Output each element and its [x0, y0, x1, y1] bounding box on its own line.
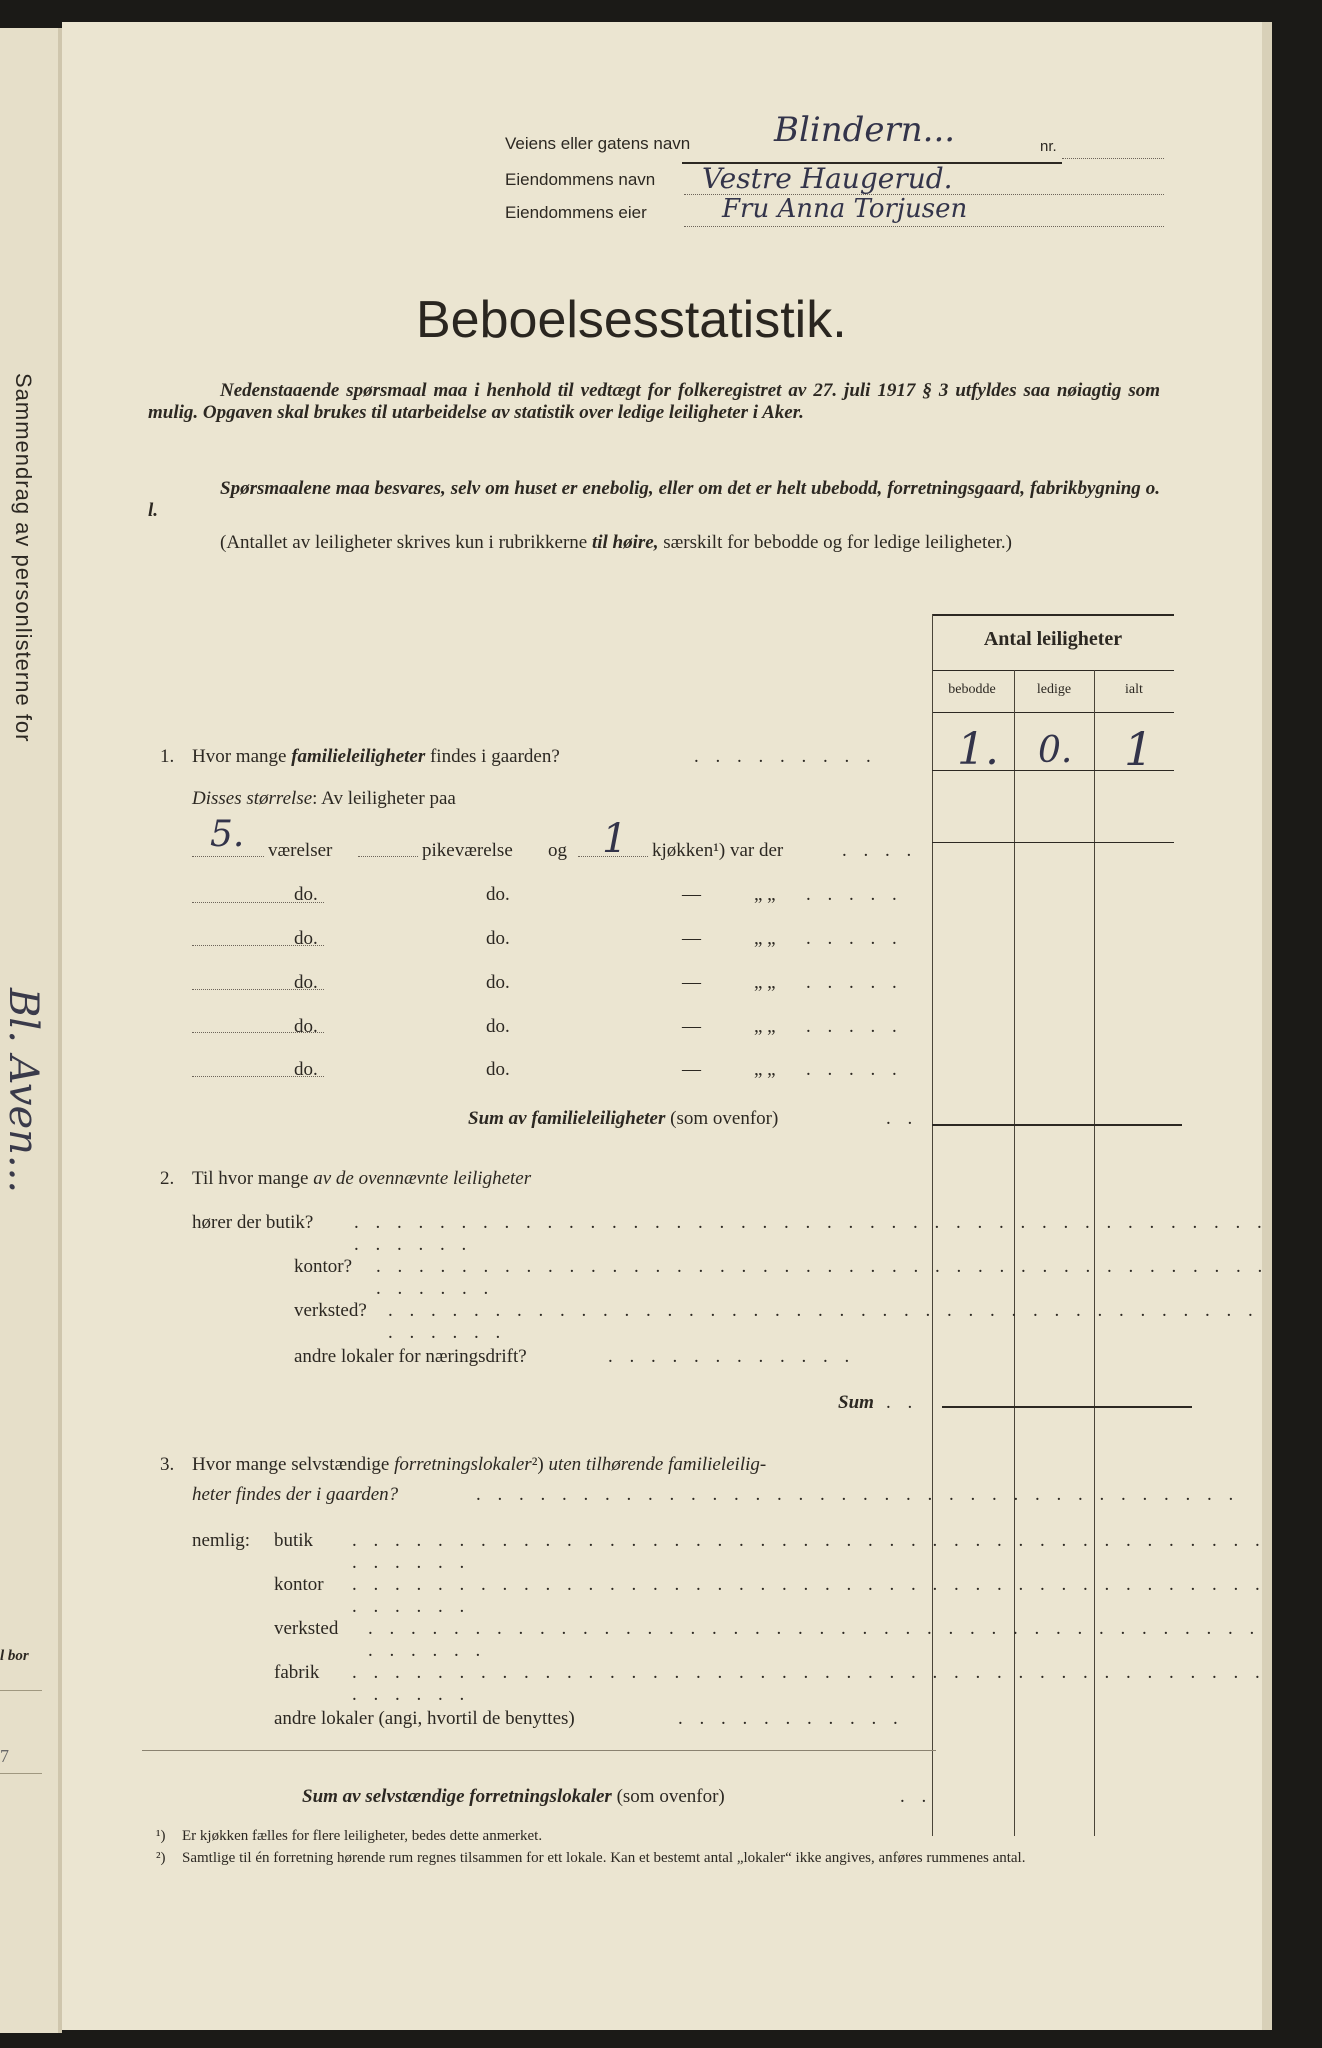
q1-bebodde-value: 1.	[957, 724, 999, 775]
rooms-label: værelser	[268, 840, 333, 861]
footnote-2-mark: ²)	[156, 1850, 166, 1866]
og-label: og	[548, 840, 567, 861]
q2-line-butik: hører der butik?	[192, 1212, 314, 1233]
do-row-2-col-1: do.	[294, 928, 318, 949]
row-dots: . . . . .	[806, 972, 903, 993]
row-dots: . .	[900, 1786, 933, 1807]
table-title-line	[932, 670, 1174, 671]
do-row-1-dash: —	[682, 884, 701, 905]
do-row-3-col-2: do.	[486, 972, 510, 993]
do-row-5-quote: „ „	[754, 1059, 776, 1080]
intro-paragraph-1	[148, 380, 1160, 424]
q3-line-kontor: kontor	[274, 1574, 324, 1595]
row-dots: . . . . . . . . . . . . . . . . . . . . . . . . . . . . . . . . . . . . . . . . . . . . . . . . .	[352, 1574, 1266, 1617]
do-row-1-col-1: do.	[294, 884, 318, 905]
q3-sum-a: Sum av selvstændige forretningslokaler	[302, 1786, 612, 1807]
do-row-5-col-1: do.	[294, 1059, 318, 1080]
page-title: Beboelsesstatistik.	[416, 291, 847, 349]
col-bebodde-header: bebodde	[948, 682, 996, 697]
q1-text-c: findes i gaarden?	[425, 746, 560, 767]
do-row-4-col-1: do.	[294, 1016, 318, 1037]
property-name-value: Vestre Haugerud.	[702, 162, 953, 195]
left-rule	[0, 1773, 42, 1774]
do-row-2-quote: „ „	[754, 928, 776, 949]
do-row-4-dash: —	[682, 1016, 701, 1037]
q3-line-andre: andre lokaler (angi, hvortil de benyttes)	[274, 1708, 575, 1729]
q3-question-line2: heter findes der i gaarden?	[192, 1484, 399, 1505]
do-row-4-quote: „ „	[754, 1016, 776, 1037]
do-row-3-col-1: do.	[294, 972, 318, 993]
table-row-line	[932, 842, 1174, 843]
q1-size-label-b: : Av leiligheter paa	[312, 788, 456, 809]
form-page	[62, 22, 1272, 2030]
q3-question-line1	[192, 1454, 766, 1476]
street-value: Blindern...	[774, 110, 956, 150]
do-row-1-quote: „ „	[754, 884, 776, 905]
row-dots: . . . . .	[806, 884, 903, 905]
q3-divider	[142, 1750, 936, 1751]
do-row-4-col-2: do.	[486, 1016, 510, 1037]
left-bor-text: l bor	[0, 1648, 29, 1664]
q2-text-b: av de ovennævnte leiligheter	[313, 1168, 532, 1189]
q1-text-b: familieleiligheter	[291, 746, 426, 767]
table-top-line	[932, 614, 1174, 616]
footnote-1-mark: ¹)	[156, 1828, 166, 1844]
row-dots: . . . . . . . . . . . . . . . . . . . . . . . . . . . . . . . . . . . . . . . . . . . . . . . . .	[352, 1530, 1266, 1573]
q1-dots: . . . . . . . . .	[694, 746, 877, 767]
do-row-2-dash: —	[682, 928, 701, 949]
row-dots: . . . . .	[806, 1016, 903, 1037]
q2-text-a: Til hvor mange	[192, 1168, 314, 1189]
row-dots: . . . . . . . . . . . . . . . . . . . . . . . . . . . . . . . . . . . .	[476, 1484, 1240, 1505]
table-q1-sum-line	[932, 1124, 1182, 1126]
street-label: Veiens eller gatens navn	[505, 134, 691, 153]
maid-label: pikeværelse	[422, 840, 513, 861]
do-row-5-dash: —	[682, 1059, 701, 1080]
left-page	[0, 28, 62, 2033]
do-row-1-col-2: do.	[486, 884, 510, 905]
row-dots: . . . . . . . . . . . .	[608, 1346, 856, 1367]
left-seven: 7	[0, 1746, 9, 1766]
owner-dots	[684, 226, 1164, 227]
q1-question	[192, 746, 560, 768]
left-vertical-text: Sammendrag av personlisterne for	[11, 373, 36, 743]
row-dots: . .	[886, 1108, 919, 1129]
q1-sum-a: Sum av familieleiligheter	[468, 1108, 666, 1129]
q3-text-b: forretningslokaler	[394, 1454, 532, 1475]
q2-line-verksted: verksted?	[294, 1300, 367, 1321]
q2-line-kontor: kontor?	[294, 1256, 353, 1277]
owner-value: Fru Anna Torjusen	[722, 194, 968, 224]
footnote-2: Samtlige til én forretning hørende rum regnes tilsammen for ett lokale. Kan et bestemt antal „lokaler“ ikke angives, anføres rummenes antal.	[182, 1850, 1026, 1866]
q3-line-verksted: verksted	[274, 1618, 339, 1639]
intro-p3-a: (Antallet av leiligheter skrives kun i rubrikkerne	[220, 532, 592, 553]
do-row-5-col-2: do.	[486, 1059, 510, 1080]
row-dots: . . . .	[842, 840, 918, 861]
intro-p3-c: særskilt for bebodde og for ledige leiligheter.)	[658, 532, 1013, 553]
q3-line-butik: butik	[274, 1530, 314, 1551]
q1-size-label	[192, 788, 456, 810]
q1-rooms-value: 5.	[210, 814, 245, 855]
q3-text-c: uten tilhørende familieleilig-	[543, 1454, 767, 1475]
q2-line-andre: andre lokaler for næringsdrift?	[294, 1346, 527, 1367]
intro-paragraph-3	[148, 532, 1160, 554]
footnote-1: Er kjøkken fælles for flere leiligheter, bedes dette anmerket.	[182, 1828, 543, 1844]
table-header-line	[932, 712, 1174, 713]
table-q2-sum-line	[942, 1406, 1192, 1408]
do-row-3-dash: —	[682, 972, 701, 993]
q2-number: 2.	[160, 1168, 175, 1189]
row-dots: . . . . . . . . . . . . . . . . . . . . . . . . . . . . . . . . . . . . . . . . . . . . . . . .	[368, 1618, 1261, 1661]
row-dots: . .	[886, 1392, 919, 1413]
col-ledige-header: ledige	[1036, 682, 1072, 697]
do-row-2-col-2: do.	[486, 928, 510, 949]
q1-size-label-a: Disses størrelse	[192, 788, 313, 809]
q1-ledige-value: 0.	[1038, 730, 1073, 771]
row-dots: . . . . .	[806, 1059, 903, 1080]
property-name-label: Eiendommens navn	[505, 170, 656, 189]
kitchen-label: kjøkken¹) var der	[652, 840, 784, 861]
left-handwriting: Bl. Aven...	[0, 988, 46, 1194]
nr-dots	[1062, 158, 1164, 159]
row-dots: . . . . . . . . . . .	[678, 1708, 904, 1729]
q3-line-fabrik: fabrik	[274, 1662, 320, 1683]
q3-nemlig: nemlig:	[192, 1530, 251, 1551]
q3-text-a: Hvor mange selvstændige	[192, 1454, 395, 1475]
left-rule	[0, 1690, 42, 1691]
do-row-3-quote: „ „	[754, 972, 776, 993]
table-title: Antal leiligheter	[983, 628, 1123, 650]
q1-number: 1.	[160, 746, 175, 767]
q1-ialt-value: 1	[1124, 722, 1154, 776]
row-dots: . . . . . . . . . . . . . . . . . . . . . . . . . . . . . . . . . . . . . . . . . . . . . . .	[388, 1300, 1259, 1343]
q1-sum-b: (som ovenfor)	[665, 1108, 779, 1129]
intro-p1-text: Nedenstaaende spørsmaal maa i henhold til vedtægt for folkeregistret av 27. juli 1917 § 3 utfyldes saa nøiagtig som mulig. Opgaven skal brukes til utarbeidelse av statistik over ledige leiligheter i Aker.	[148, 380, 1160, 423]
nr-label: nr.	[1040, 138, 1057, 155]
intro-p2-text: Spørsmaalene maa besvares, selv om huset er enebolig, eller om det er helt ubebodd, forretningsgaard, fabrikbygning o. l.	[148, 478, 1160, 521]
q3-number: 3.	[160, 1454, 175, 1475]
q3-sum	[302, 1786, 725, 1808]
page-edge-shadow	[1262, 22, 1272, 2030]
intro-paragraph-2	[148, 478, 1160, 522]
intro-p3-b: til høire,	[591, 532, 659, 553]
owner-label: Eiendommens eier	[505, 203, 647, 222]
q1-kitchen-value: 1	[602, 816, 628, 862]
row-dots: . . . . . . . . . . . . . . . . . . . . . . . . . . . . . . . . . . . . . . . . . . . . . . . . .	[354, 1212, 1268, 1255]
rooms-dots	[192, 856, 264, 857]
col-ialt-header: ialt	[1125, 682, 1143, 697]
q1-sum	[468, 1108, 778, 1130]
maid-dots	[358, 856, 418, 857]
kitchen-dots	[578, 856, 648, 857]
q2-question	[192, 1168, 531, 1190]
row-dots: . . . . . . . . . . . . . . . . . . . . . . . . . . . . . . . . . . . . . . . . . . . . . . . .	[376, 1256, 1269, 1299]
row-dots: . . . . .	[806, 928, 903, 949]
q3-text-sup: ²)	[531, 1454, 544, 1475]
q1-text-a: Hvor mange	[192, 746, 292, 767]
row-dots: . . . . . . . . . . . . . . . . . . . . . . . . . . . . . . . . . . . . . . . . . . . . . . . . .	[352, 1662, 1266, 1705]
q3-sum-b: (som ovenfor)	[611, 1786, 725, 1807]
q2-sum: Sum	[838, 1392, 874, 1413]
